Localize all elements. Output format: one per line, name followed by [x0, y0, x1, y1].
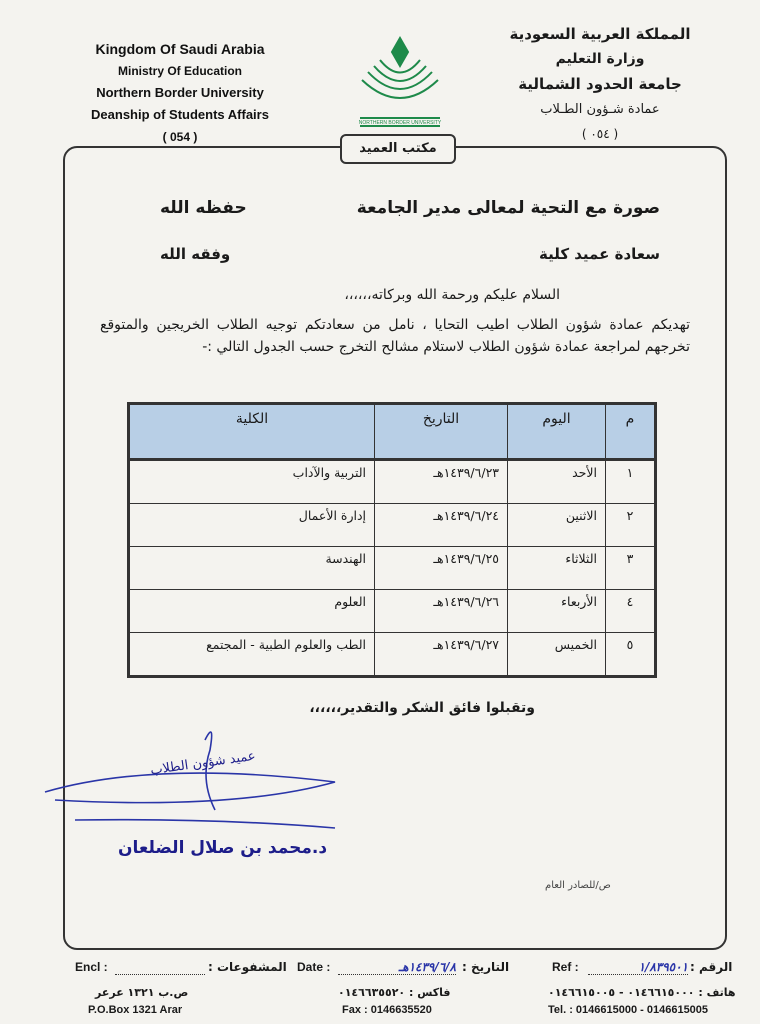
tel-en: Tel. : 0146615000 - 0146615005: [548, 1004, 709, 1016]
salutation-blessing: حفظه الله: [160, 198, 247, 218]
header-country: Kingdom Of Saudi Arabia: [95, 41, 265, 57]
body-paragraph: تهديكم عمادة شؤون الطلاب اطيب التحايا ، نامل من سعادتكم توجيه الطلاب الخريجين والمتوقع تخرجهم لمراجعة عمادة شؤون الطلاب لاستلام مشالح التخرج حسب الجدول التالي :-: [100, 317, 690, 355]
header-deanship: Deanship of Students Affairs: [91, 107, 269, 122]
office-tab: مكتب العميد: [340, 134, 456, 164]
encl-label-ar: المشفوعات :: [208, 960, 287, 974]
row-college: التربية والآداب: [129, 460, 375, 504]
signature-scribble: [35, 720, 375, 890]
row-num: ٤: [606, 590, 656, 633]
row-college: إدارة الأعمال: [129, 504, 375, 547]
date-value: ١٤٣٩/٦/٨هـ: [338, 960, 456, 975]
row-num: ٥: [606, 633, 656, 677]
table-row: [129, 547, 656, 590]
row-day: الأحد: [508, 460, 606, 504]
row-day: الثلاثاء: [508, 547, 606, 590]
row-date: ١٤٣٩/٦/٢٥هـ: [375, 547, 508, 590]
header-code: ( 054 ): [162, 130, 198, 144]
row-day: الأربعاء: [508, 590, 606, 633]
encl-label: Encl :: [75, 960, 108, 974]
salutation-to: صورة مع التحية لمعالى مدير الجامعة: [356, 198, 660, 218]
signature-name: د.محمد بن صلال الضلعان: [118, 838, 328, 858]
row-day: الاثنين: [508, 504, 606, 547]
ref-label: Ref :: [552, 960, 579, 974]
closing: وتقبلوا فائق الشكر والتقدير،،،،،،: [309, 700, 535, 716]
tel-ar: هاتف : ٠١٤٦٦١٥٠٠٠ - ٠١٤٦٦١٥٠٠٥: [548, 986, 736, 999]
header-ministry: Ministry Of Education: [117, 64, 242, 78]
row-college: العلوم: [129, 590, 375, 633]
pobox-ar: ص.ب ١٣٢١ عرعر: [95, 986, 189, 999]
fax-en: Fax : 0146635520: [342, 1004, 432, 1016]
row-college: الهندسة: [129, 547, 375, 590]
recipient-blessing: وفقه الله: [160, 245, 231, 263]
issued-note: ص/للصادر العام: [545, 880, 611, 891]
row-date: ١٤٣٩/٦/٢٣هـ: [375, 460, 508, 504]
header-english: [60, 38, 300, 148]
encl-line: [115, 960, 205, 975]
row-date: ١٤٣٩/٦/٢٧هـ: [375, 633, 508, 677]
date-label-ar: التاريخ :: [462, 960, 510, 974]
table-row: [129, 504, 656, 547]
pobox-en: P.O.Box 1321 Arar: [88, 1004, 183, 1016]
row-num: ١: [606, 460, 656, 504]
table-row: [129, 633, 656, 677]
logo-caption: NORTHERN BORDER UNIVERSITY: [358, 120, 442, 126]
header-ar-code: ( ٠٥٤ ): [581, 127, 619, 141]
recipient: سعادة عميد كلية: [538, 245, 660, 263]
row-date: ١٤٣٩/٦/٢٦هـ: [375, 590, 508, 633]
signature-title: عميد شؤون الطلاب: [149, 748, 257, 779]
row-day: الخميس: [508, 633, 606, 677]
date-label: Date :: [297, 960, 331, 974]
header-day: اليوم: [508, 404, 606, 460]
university-logo: [340, 30, 460, 130]
table-header-row: [129, 404, 656, 460]
header-date: التاريخ: [375, 404, 508, 460]
greeting: السلام عليكم ورحمة الله وبركاته،،،،،،: [344, 287, 560, 303]
header-ar-university: جامعة الحدود الشمالية: [518, 75, 682, 93]
ref-label-ar: الرقم :: [690, 960, 733, 974]
header-ar-deanship: عمادة شـؤون الطـلاب: [540, 102, 660, 117]
row-num: ٣: [606, 547, 656, 590]
header-university: Northern Border University: [96, 85, 264, 100]
ref-value: ١/٨٣٩٥٠١: [588, 960, 688, 975]
fax-ar: فاكس : ٠١٤٦٦٣٥٥٢٠: [338, 986, 451, 999]
row-num: ٢: [606, 504, 656, 547]
table-row: [129, 460, 656, 504]
row-college: الطب والعلوم الطبية - المجتمع: [129, 633, 375, 677]
row-date: ١٤٣٩/٦/٢٤هـ: [375, 504, 508, 547]
header-ar-country: المملكة العربية السعودية: [509, 25, 691, 43]
header-college: الكلية: [129, 404, 375, 460]
header-ar-ministry: وزارة التعليم: [555, 51, 645, 67]
schedule-table: [127, 402, 657, 678]
table-row: [129, 590, 656, 633]
header-arabic: [490, 22, 710, 147]
header-num: م: [606, 404, 656, 460]
